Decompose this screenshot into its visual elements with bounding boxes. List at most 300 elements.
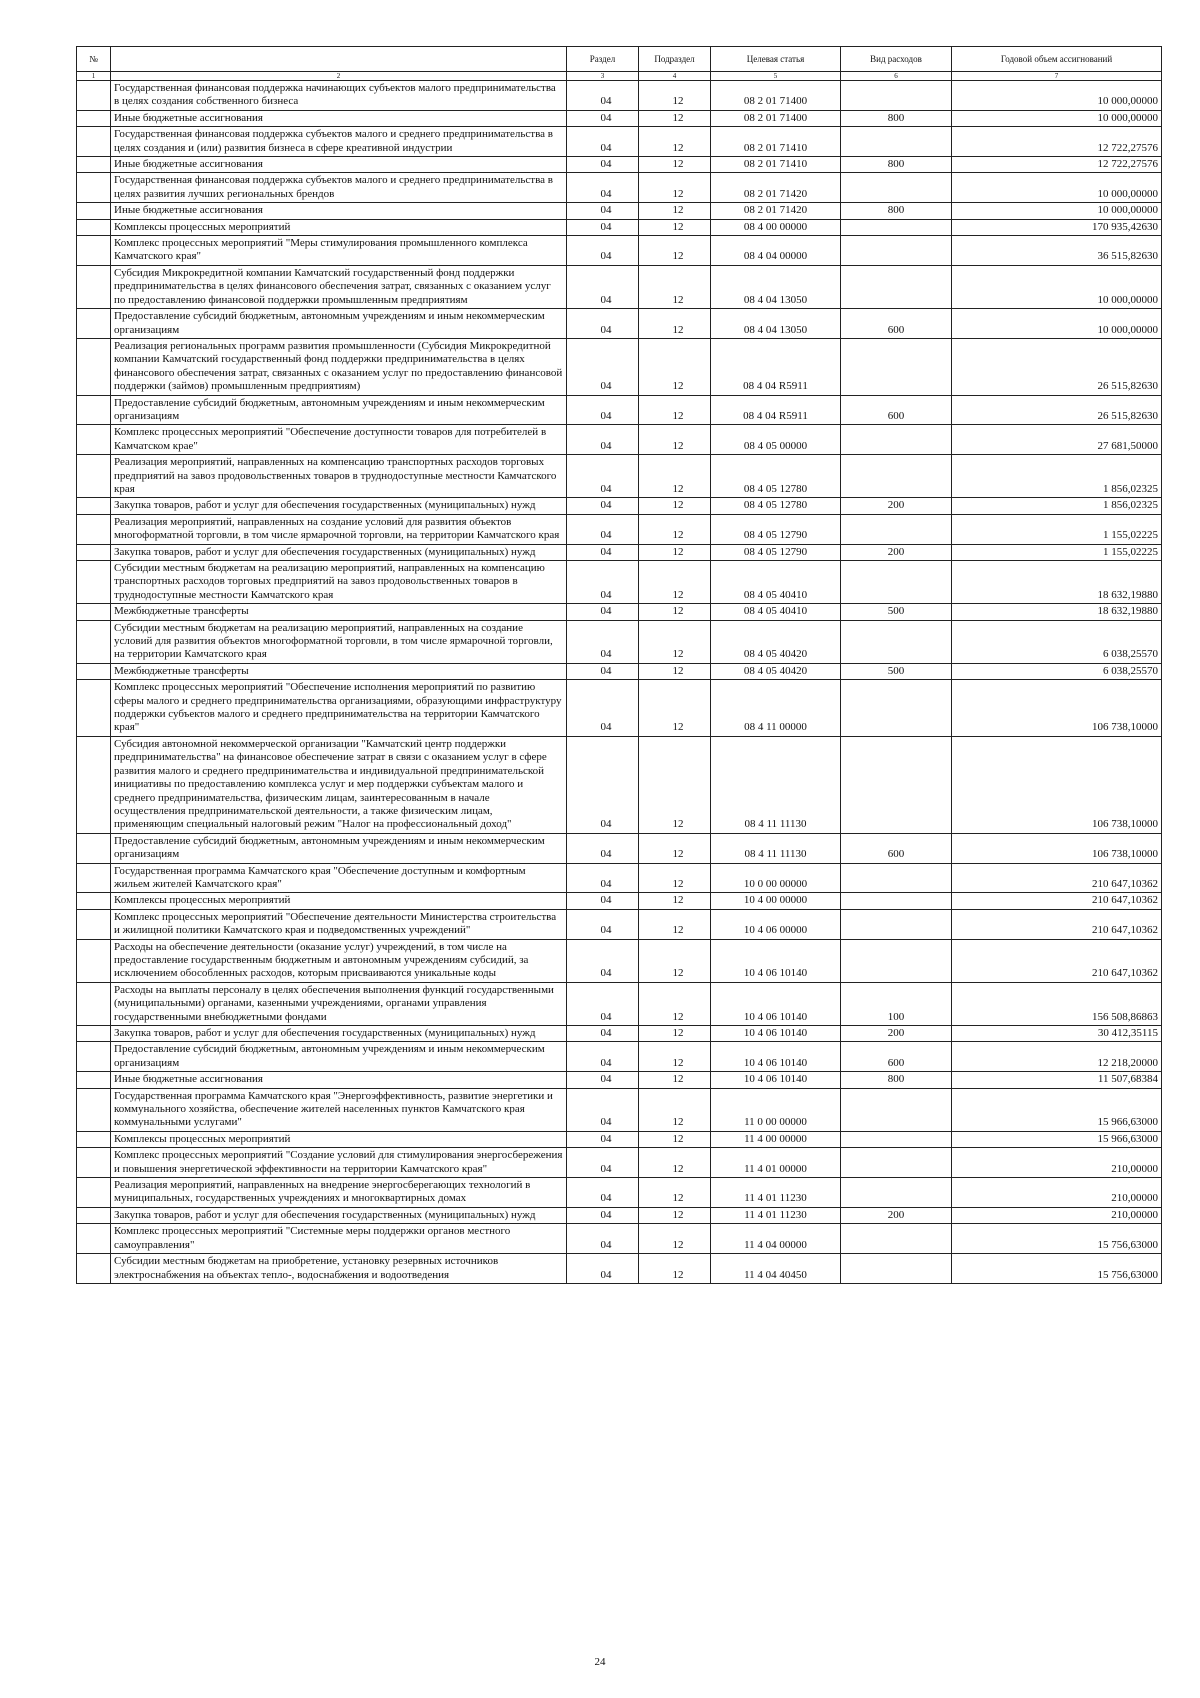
podrazdel-cell: 12 bbox=[639, 1042, 711, 1072]
razdel-cell: 04 bbox=[567, 338, 639, 395]
target-cell: 08 4 05 12780 bbox=[711, 498, 841, 514]
podrazdel-cell: 12 bbox=[639, 1088, 711, 1131]
amount-cell: 36 515,82630 bbox=[952, 236, 1162, 266]
table-body bbox=[77, 81, 1162, 1284]
row-number-cell bbox=[77, 338, 111, 395]
table-row bbox=[77, 863, 1162, 893]
vid-cell bbox=[841, 219, 952, 235]
target-cell: 08 4 11 11130 bbox=[711, 736, 841, 833]
target-cell: 10 4 06 10140 bbox=[711, 982, 841, 1025]
razdel-cell: 04 bbox=[567, 604, 639, 620]
table-row bbox=[77, 110, 1162, 126]
amount-cell: 11 507,68384 bbox=[952, 1072, 1162, 1088]
target-cell: 11 4 00 00000 bbox=[711, 1131, 841, 1147]
podrazdel-cell: 12 bbox=[639, 893, 711, 909]
amount-cell: 10 000,00000 bbox=[952, 173, 1162, 203]
amount-cell: 210,00000 bbox=[952, 1207, 1162, 1223]
target-cell: 08 4 11 00000 bbox=[711, 680, 841, 737]
row-number-cell bbox=[77, 395, 111, 425]
name-cell: Реализация мероприятий, направленных на компенсацию транспортных расходов торговых предприятий на завоз продовольственных товаров в труднодоступные местности Камчатского края bbox=[111, 455, 567, 498]
name-cell: Комплексы процессных мероприятий bbox=[111, 1131, 567, 1147]
amount-cell: 210,00000 bbox=[952, 1178, 1162, 1208]
row-number-cell bbox=[77, 219, 111, 235]
podrazdel-cell: 12 bbox=[639, 1026, 711, 1042]
name-cell: Предоставление субсидий бюджетным, автономным учреждениям и иным некоммерческим организациям bbox=[111, 309, 567, 339]
podrazdel-cell: 12 bbox=[639, 309, 711, 339]
row-number-cell bbox=[77, 863, 111, 893]
name-cell: Комплекс процессных мероприятий "Обеспечение доступности товаров для потребителей в Камчатском крае" bbox=[111, 425, 567, 455]
name-cell: Расходы на обеспечение деятельности (оказание услуг) учреждений, в том числе на предоставление государственным бюджетным и автономным учреждениям субсидий, за исключением обособленных расходов, которым присваиваются уникальные коды bbox=[111, 939, 567, 982]
amount-cell: 210 647,10362 bbox=[952, 939, 1162, 982]
razdel-cell: 04 bbox=[567, 219, 639, 235]
target-cell: 08 4 05 40420 bbox=[711, 663, 841, 679]
razdel-cell: 04 bbox=[567, 736, 639, 833]
razdel-cell: 04 bbox=[567, 81, 639, 111]
amount-cell: 1 155,02225 bbox=[952, 544, 1162, 560]
vid-cell bbox=[841, 81, 952, 111]
name-cell: Реализация мероприятий, направленных на создание условий для развития объектов многоформатной торговли, в том числе ярмарочной торговли, на территории Камчатского края bbox=[111, 514, 567, 544]
table-row bbox=[77, 1131, 1162, 1147]
amount-cell: 210 647,10362 bbox=[952, 893, 1162, 909]
target-cell: 08 4 05 12790 bbox=[711, 544, 841, 560]
target-cell: 08 4 05 00000 bbox=[711, 425, 841, 455]
name-cell: Комплекс процессных мероприятий "Создание условий для стимулирования энергосбережения и повышения энергетической эффективности на территории Камчатского края" bbox=[111, 1148, 567, 1178]
vid-cell bbox=[841, 893, 952, 909]
amount-cell: 15 756,63000 bbox=[952, 1254, 1162, 1284]
table-row bbox=[77, 561, 1162, 604]
razdel-cell: 04 bbox=[567, 309, 639, 339]
podrazdel-cell: 12 bbox=[639, 236, 711, 266]
razdel-cell: 04 bbox=[567, 127, 639, 157]
name-cell: Государственная финансовая поддержка начинающих субъектов малого предпринимательства в целях создания собственного бизнеса bbox=[111, 81, 567, 111]
table-row bbox=[77, 395, 1162, 425]
target-cell: 08 4 04 13050 bbox=[711, 265, 841, 308]
amount-cell: 210,00000 bbox=[952, 1148, 1162, 1178]
header-razdel: Раздел bbox=[567, 47, 639, 72]
name-cell: Закупка товаров, работ и услуг для обеспечения государственных (муниципальных) нужд bbox=[111, 498, 567, 514]
amount-cell: 170 935,42630 bbox=[952, 219, 1162, 235]
row-number-cell bbox=[77, 1131, 111, 1147]
razdel-cell: 04 bbox=[567, 680, 639, 737]
target-cell: 08 4 05 12790 bbox=[711, 514, 841, 544]
podrazdel-cell: 12 bbox=[639, 1131, 711, 1147]
column-number: 3 bbox=[567, 72, 639, 81]
vid-cell bbox=[841, 236, 952, 266]
amount-cell: 6 038,25570 bbox=[952, 620, 1162, 663]
row-number-cell bbox=[77, 425, 111, 455]
podrazdel-cell: 12 bbox=[639, 395, 711, 425]
target-cell: 08 4 04 13050 bbox=[711, 309, 841, 339]
target-cell: 11 4 01 11230 bbox=[711, 1207, 841, 1223]
razdel-cell: 04 bbox=[567, 455, 639, 498]
podrazdel-cell: 12 bbox=[639, 265, 711, 308]
table-row bbox=[77, 1026, 1162, 1042]
target-cell: 10 4 06 10140 bbox=[711, 1026, 841, 1042]
name-cell: Реализация региональных программ развития промышленности (Субсидия Микрокредитной компании Камчатский государственный фонд поддержки предпринимательства в целях финансового обеспечения затрат, связанных с оказанием услуг по предоставлению финансовой поддержки (займов) промышленным предприятиям) bbox=[111, 338, 567, 395]
budget-table bbox=[76, 46, 1162, 1284]
target-cell: 11 4 01 11230 bbox=[711, 1178, 841, 1208]
name-cell: Иные бюджетные ассигнования bbox=[111, 1072, 567, 1088]
header-number: № bbox=[77, 47, 111, 72]
name-cell: Комплекс процессных мероприятий "Обеспечение деятельности Министерства строительства и жилищной политики Камчатского края и подведомственных учреждений" bbox=[111, 909, 567, 939]
table-row bbox=[77, 173, 1162, 203]
podrazdel-cell: 12 bbox=[639, 110, 711, 126]
target-cell: 10 4 06 10140 bbox=[711, 1042, 841, 1072]
vid-cell: 800 bbox=[841, 1072, 952, 1088]
razdel-cell: 04 bbox=[567, 110, 639, 126]
podrazdel-cell: 12 bbox=[639, 833, 711, 863]
target-cell: 08 4 04 R5911 bbox=[711, 395, 841, 425]
target-cell: 08 2 01 71410 bbox=[711, 157, 841, 173]
vid-cell bbox=[841, 620, 952, 663]
target-cell: 08 4 00 00000 bbox=[711, 219, 841, 235]
razdel-cell: 04 bbox=[567, 265, 639, 308]
name-cell: Комплекс процессных мероприятий "Обеспечение исполнения мероприятий по развитию сферы малого и среднего предпринимательства организациями, образующими инфраструктуру поддержки субъектов малого и среднего предпринимательства на территории Камчатского края" bbox=[111, 680, 567, 737]
podrazdel-cell: 12 bbox=[639, 425, 711, 455]
podrazdel-cell: 12 bbox=[639, 620, 711, 663]
table-row bbox=[77, 1254, 1162, 1284]
razdel-cell: 04 bbox=[567, 939, 639, 982]
razdel-cell: 04 bbox=[567, 1131, 639, 1147]
vid-cell: 200 bbox=[841, 1207, 952, 1223]
amount-cell: 26 515,82630 bbox=[952, 338, 1162, 395]
vid-cell bbox=[841, 909, 952, 939]
row-number-cell bbox=[77, 893, 111, 909]
table-row bbox=[77, 1178, 1162, 1208]
table-row bbox=[77, 514, 1162, 544]
vid-cell bbox=[841, 1148, 952, 1178]
amount-cell: 210 647,10362 bbox=[952, 863, 1162, 893]
vid-cell bbox=[841, 173, 952, 203]
name-cell: Предоставление субсидий бюджетным, автономным учреждениям и иным некоммерческим организациям bbox=[111, 833, 567, 863]
name-cell: Закупка товаров, работ и услуг для обеспечения государственных (муниципальных) нужд bbox=[111, 1207, 567, 1223]
vid-cell: 100 bbox=[841, 982, 952, 1025]
razdel-cell: 04 bbox=[567, 893, 639, 909]
vid-cell: 200 bbox=[841, 544, 952, 560]
table-row bbox=[77, 203, 1162, 219]
row-number-cell bbox=[77, 1254, 111, 1284]
podrazdel-cell: 12 bbox=[639, 455, 711, 498]
name-cell: Закупка товаров, работ и услуг для обеспечения государственных (муниципальных) нужд bbox=[111, 544, 567, 560]
name-cell: Субсидии местным бюджетам на реализацию мероприятий, направленных на создание условий для развития объектов многоформатной торговли, в том числе ярмарочной торговли, на территории Камчатского края bbox=[111, 620, 567, 663]
table-row bbox=[77, 544, 1162, 560]
vid-cell bbox=[841, 514, 952, 544]
razdel-cell: 04 bbox=[567, 425, 639, 455]
row-number-cell bbox=[77, 833, 111, 863]
podrazdel-cell: 12 bbox=[639, 1224, 711, 1254]
podrazdel-cell: 12 bbox=[639, 863, 711, 893]
row-number-cell bbox=[77, 173, 111, 203]
vid-cell: 600 bbox=[841, 833, 952, 863]
name-cell: Иные бюджетные ассигнования bbox=[111, 157, 567, 173]
target-cell: 08 2 01 71400 bbox=[711, 81, 841, 111]
vid-cell: 800 bbox=[841, 157, 952, 173]
row-number-cell bbox=[77, 939, 111, 982]
razdel-cell: 04 bbox=[567, 1148, 639, 1178]
row-number-cell bbox=[77, 1042, 111, 1072]
target-cell: 08 2 01 71410 bbox=[711, 127, 841, 157]
razdel-cell: 04 bbox=[567, 203, 639, 219]
razdel-cell: 04 bbox=[567, 1178, 639, 1208]
amount-cell: 10 000,00000 bbox=[952, 110, 1162, 126]
table-row bbox=[77, 1224, 1162, 1254]
name-cell: Расходы на выплаты персоналу в целях обеспечения выполнения функций государственными (муниципальными) органами, казенными учреждениями, органами управления государственными внебюджетными фондами bbox=[111, 982, 567, 1025]
razdel-cell: 04 bbox=[567, 1042, 639, 1072]
amount-cell: 12 722,27576 bbox=[952, 127, 1162, 157]
razdel-cell: 04 bbox=[567, 157, 639, 173]
name-cell: Комплекс процессных мероприятий "Меры стимулирования промышленного комплекса Камчатского края" bbox=[111, 236, 567, 266]
podrazdel-cell: 12 bbox=[639, 219, 711, 235]
row-number-cell bbox=[77, 1148, 111, 1178]
name-cell: Субсидия Микрокредитной компании Камчатский государственный фонд поддержки предпринимательства в целях финансового обеспечения затрат, связанных с оказанием услуг по предоставлению финансовой поддержки промышленным предприятиям bbox=[111, 265, 567, 308]
target-cell: 11 4 04 00000 bbox=[711, 1224, 841, 1254]
target-cell: 08 4 04 R5911 bbox=[711, 338, 841, 395]
table-row bbox=[77, 498, 1162, 514]
target-cell: 11 0 00 00000 bbox=[711, 1088, 841, 1131]
row-number-cell bbox=[77, 236, 111, 266]
razdel-cell: 04 bbox=[567, 909, 639, 939]
podrazdel-cell: 12 bbox=[639, 736, 711, 833]
vid-cell: 800 bbox=[841, 110, 952, 126]
podrazdel-cell: 12 bbox=[639, 544, 711, 560]
target-cell: 10 4 00 00000 bbox=[711, 893, 841, 909]
row-number-cell bbox=[77, 1072, 111, 1088]
target-cell: 11 4 04 40450 bbox=[711, 1254, 841, 1284]
podrazdel-cell: 12 bbox=[639, 514, 711, 544]
vid-cell bbox=[841, 265, 952, 308]
target-cell: 10 0 00 00000 bbox=[711, 863, 841, 893]
vid-cell: 600 bbox=[841, 1042, 952, 1072]
table-row bbox=[77, 236, 1162, 266]
vid-cell bbox=[841, 736, 952, 833]
vid-cell bbox=[841, 680, 952, 737]
name-cell: Субсидия автономной некоммерческой организации "Камчатский центр поддержки предпринимательства" на финансовое обеспечение затрат в связи с оказанием услуг в сфере развития малого и среднего предпринимательства и индивидуальной предпринимательской инициативы по предоставлению комплекса услуг и мер поддержки субъектам малого и среднего предпринимательства, физическим лицам, заинтересованным в начале осуществления предпринимательской деятельности, а также физическим лицам, применяющим специальный налоговый режим "Налог на профессиональный доход" bbox=[111, 736, 567, 833]
table-row bbox=[77, 909, 1162, 939]
vid-cell bbox=[841, 863, 952, 893]
podrazdel-cell: 12 bbox=[639, 982, 711, 1025]
target-cell: 08 2 01 71420 bbox=[711, 203, 841, 219]
target-cell: 08 4 05 12780 bbox=[711, 455, 841, 498]
amount-cell: 10 000,00000 bbox=[952, 81, 1162, 111]
vid-cell: 800 bbox=[841, 203, 952, 219]
vid-cell: 500 bbox=[841, 663, 952, 679]
podrazdel-cell: 12 bbox=[639, 604, 711, 620]
razdel-cell: 04 bbox=[567, 1224, 639, 1254]
table-row bbox=[77, 157, 1162, 173]
amount-cell: 6 038,25570 bbox=[952, 663, 1162, 679]
amount-cell: 18 632,19880 bbox=[952, 604, 1162, 620]
row-number-cell bbox=[77, 110, 111, 126]
razdel-cell: 04 bbox=[567, 173, 639, 203]
header-amount: Годовой объем ассигнований bbox=[952, 47, 1162, 72]
amount-cell: 106 738,10000 bbox=[952, 680, 1162, 737]
table-row bbox=[77, 455, 1162, 498]
amount-cell: 30 412,35115 bbox=[952, 1026, 1162, 1042]
table-row bbox=[77, 680, 1162, 737]
page-number: 24 bbox=[594, 1656, 606, 1668]
podrazdel-cell: 12 bbox=[639, 157, 711, 173]
amount-cell: 156 508,86863 bbox=[952, 982, 1162, 1025]
row-number-cell bbox=[77, 561, 111, 604]
razdel-cell: 04 bbox=[567, 1088, 639, 1131]
vid-cell bbox=[841, 338, 952, 395]
name-cell: Иные бюджетные ассигнования bbox=[111, 203, 567, 219]
razdel-cell: 04 bbox=[567, 236, 639, 266]
amount-cell: 10 000,00000 bbox=[952, 309, 1162, 339]
name-cell: Государственная финансовая поддержка субъектов малого и среднего предпринимательства в целях создания и (или) развития бизнеса в сфере креативной индустрии bbox=[111, 127, 567, 157]
amount-cell: 106 738,10000 bbox=[952, 736, 1162, 833]
razdel-cell: 04 bbox=[567, 514, 639, 544]
row-number-cell bbox=[77, 663, 111, 679]
table-row bbox=[77, 425, 1162, 455]
amount-cell: 27 681,50000 bbox=[952, 425, 1162, 455]
row-number-cell bbox=[77, 1178, 111, 1208]
vid-cell bbox=[841, 1088, 952, 1131]
razdel-cell: 04 bbox=[567, 982, 639, 1025]
table-row bbox=[77, 663, 1162, 679]
podrazdel-cell: 12 bbox=[639, 81, 711, 111]
name-cell: Комплексы процессных мероприятий bbox=[111, 219, 567, 235]
row-number-cell bbox=[77, 909, 111, 939]
table-row bbox=[77, 620, 1162, 663]
column-number: 1 bbox=[77, 72, 111, 81]
vid-cell: 200 bbox=[841, 1026, 952, 1042]
amount-cell: 10 000,00000 bbox=[952, 265, 1162, 308]
target-cell: 08 4 05 40410 bbox=[711, 604, 841, 620]
table-row bbox=[77, 219, 1162, 235]
column-number: 7 bbox=[952, 72, 1162, 81]
vid-cell: 600 bbox=[841, 395, 952, 425]
amount-cell: 106 738,10000 bbox=[952, 833, 1162, 863]
amount-cell: 1 856,02325 bbox=[952, 455, 1162, 498]
vid-cell bbox=[841, 1224, 952, 1254]
header-target: Целевая статья bbox=[711, 47, 841, 72]
podrazdel-cell: 12 bbox=[639, 939, 711, 982]
table-row bbox=[77, 1207, 1162, 1223]
row-number-cell bbox=[77, 680, 111, 737]
podrazdel-cell: 12 bbox=[639, 1072, 711, 1088]
row-number-cell bbox=[77, 620, 111, 663]
name-cell: Реализация мероприятий, направленных на внедрение энергосберегающих технологий в муниципальных, государственных учреждениях и многоквартирных домах bbox=[111, 1178, 567, 1208]
name-cell: Государственная программа Камчатского края "Обеспечение доступным и комфортным жильем жителей Камчатского края" bbox=[111, 863, 567, 893]
amount-cell: 210 647,10362 bbox=[952, 909, 1162, 939]
table-row bbox=[77, 81, 1162, 111]
row-number-cell bbox=[77, 455, 111, 498]
amount-cell: 15 966,63000 bbox=[952, 1131, 1162, 1147]
name-cell: Предоставление субсидий бюджетным, автономным учреждениям и иным некоммерческим организациям bbox=[111, 1042, 567, 1072]
row-number-cell bbox=[77, 736, 111, 833]
razdel-cell: 04 bbox=[567, 620, 639, 663]
table-row bbox=[77, 309, 1162, 339]
row-number-cell bbox=[77, 127, 111, 157]
table-row bbox=[77, 1072, 1162, 1088]
podrazdel-cell: 12 bbox=[639, 1207, 711, 1223]
column-number: 5 bbox=[711, 72, 841, 81]
name-cell: Комплексы процессных мероприятий bbox=[111, 893, 567, 909]
razdel-cell: 04 bbox=[567, 1072, 639, 1088]
table-header bbox=[77, 47, 1162, 81]
name-cell: Иные бюджетные ассигнования bbox=[111, 110, 567, 126]
row-number-cell bbox=[77, 157, 111, 173]
header-name bbox=[111, 47, 567, 72]
amount-cell: 26 515,82630 bbox=[952, 395, 1162, 425]
podrazdel-cell: 12 bbox=[639, 498, 711, 514]
table-row bbox=[77, 833, 1162, 863]
vid-cell bbox=[841, 1131, 952, 1147]
vid-cell bbox=[841, 455, 952, 498]
vid-cell: 200 bbox=[841, 498, 952, 514]
razdel-cell: 04 bbox=[567, 863, 639, 893]
row-number-cell bbox=[77, 1207, 111, 1223]
name-cell: Межбюджетные трансферты bbox=[111, 663, 567, 679]
target-cell: 10 4 06 00000 bbox=[711, 909, 841, 939]
vid-cell bbox=[841, 939, 952, 982]
vid-cell: 600 bbox=[841, 309, 952, 339]
row-number-cell bbox=[77, 514, 111, 544]
row-number-cell bbox=[77, 544, 111, 560]
vid-cell: 500 bbox=[841, 604, 952, 620]
column-number: 4 bbox=[639, 72, 711, 81]
row-number-cell bbox=[77, 1224, 111, 1254]
table-row bbox=[77, 982, 1162, 1025]
podrazdel-cell: 12 bbox=[639, 1178, 711, 1208]
razdel-cell: 04 bbox=[567, 663, 639, 679]
table-row bbox=[77, 1148, 1162, 1178]
header-podrazdel: Подраздел bbox=[639, 47, 711, 72]
target-cell: 08 2 01 71420 bbox=[711, 173, 841, 203]
row-number-cell bbox=[77, 203, 111, 219]
target-cell: 10 4 06 10140 bbox=[711, 1072, 841, 1088]
target-cell: 08 2 01 71400 bbox=[711, 110, 841, 126]
table-row bbox=[77, 338, 1162, 395]
row-number-cell bbox=[77, 309, 111, 339]
target-cell: 08 4 11 11130 bbox=[711, 833, 841, 863]
podrazdel-cell: 12 bbox=[639, 680, 711, 737]
target-cell: 08 4 05 40420 bbox=[711, 620, 841, 663]
table-row bbox=[77, 604, 1162, 620]
razdel-cell: 04 bbox=[567, 498, 639, 514]
target-cell: 08 4 05 40410 bbox=[711, 561, 841, 604]
name-cell: Предоставление субсидий бюджетным, автономным учреждениям и иным некоммерческим организациям bbox=[111, 395, 567, 425]
podrazdel-cell: 12 bbox=[639, 663, 711, 679]
name-cell: Межбюджетные трансферты bbox=[111, 604, 567, 620]
table-row bbox=[77, 893, 1162, 909]
podrazdel-cell: 12 bbox=[639, 338, 711, 395]
amount-cell: 18 632,19880 bbox=[952, 561, 1162, 604]
amount-cell: 10 000,00000 bbox=[952, 203, 1162, 219]
vid-cell bbox=[841, 1178, 952, 1208]
target-cell: 11 4 01 00000 bbox=[711, 1148, 841, 1178]
table-row bbox=[77, 1088, 1162, 1131]
amount-cell: 12 722,27576 bbox=[952, 157, 1162, 173]
amount-cell: 15 966,63000 bbox=[952, 1088, 1162, 1131]
table-row bbox=[77, 736, 1162, 833]
column-number: 6 bbox=[841, 72, 952, 81]
name-cell: Субсидии местным бюджетам на приобретение, установку резервных источников электроснабжения на объектах тепло-, водоснабжения и водоотведения bbox=[111, 1254, 567, 1284]
table-row bbox=[77, 939, 1162, 982]
podrazdel-cell: 12 bbox=[639, 127, 711, 157]
row-number-cell bbox=[77, 1026, 111, 1042]
podrazdel-cell: 12 bbox=[639, 203, 711, 219]
vid-cell bbox=[841, 127, 952, 157]
name-cell: Государственная программа Камчатского края "Энергоэффективность, развитие энергетики и коммунального хозяйства, обеспечение жителей населенных пунктов Камчатского края коммунальными услугами" bbox=[111, 1088, 567, 1131]
row-number-cell bbox=[77, 81, 111, 111]
row-number-cell bbox=[77, 982, 111, 1025]
row-number-cell bbox=[77, 604, 111, 620]
row-number-cell bbox=[77, 265, 111, 308]
razdel-cell: 04 bbox=[567, 395, 639, 425]
name-cell: Государственная финансовая поддержка субъектов малого и среднего предпринимательства в целях развития лучших региональных брендов bbox=[111, 173, 567, 203]
